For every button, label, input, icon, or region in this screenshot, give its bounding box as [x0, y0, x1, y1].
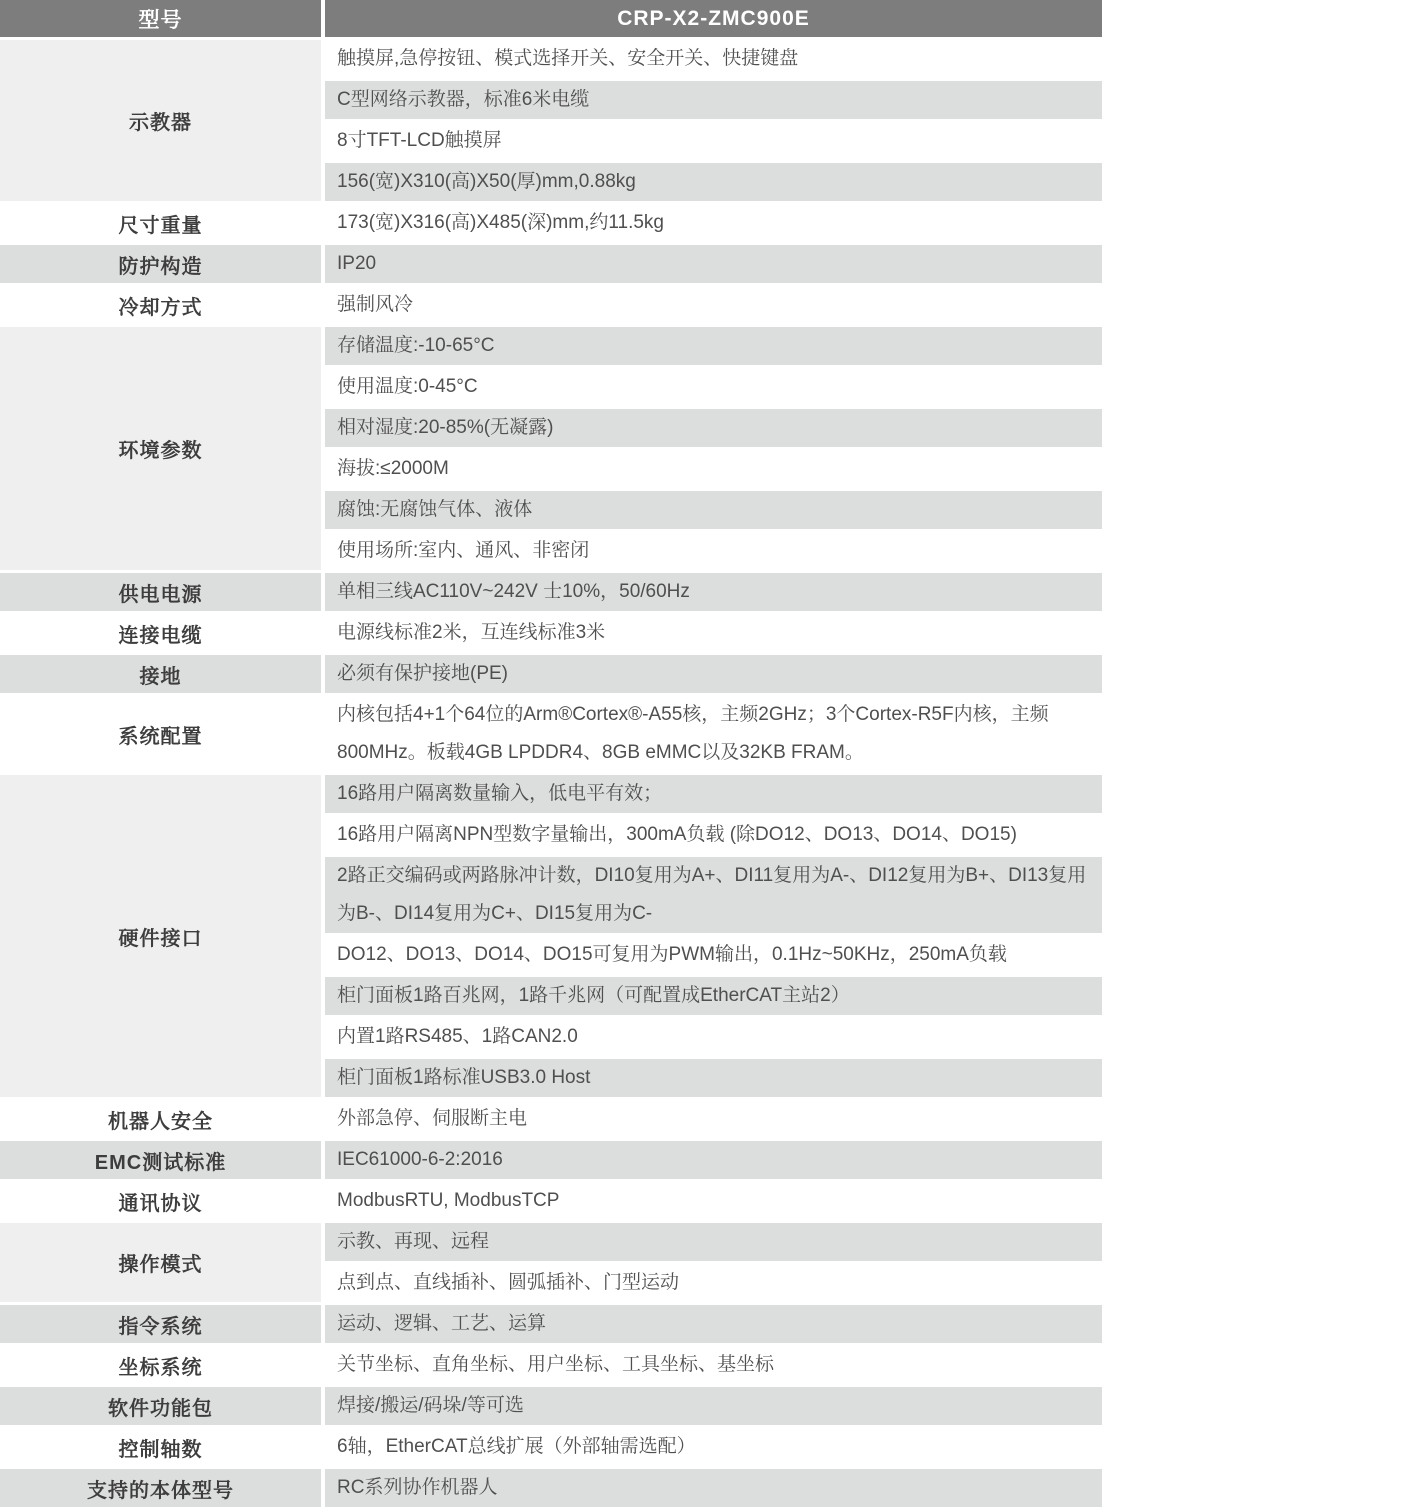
spec-label-cell: 软件功能包	[0, 1387, 321, 1425]
spec-value-text: C型网络示教器，标准6米电缆	[337, 89, 590, 110]
spec-value-cell	[325, 450, 1102, 488]
spec-group	[0, 775, 1102, 1097]
spec-group	[0, 1141, 1102, 1179]
spec-value-cell	[325, 409, 1102, 447]
spec-label-cell: 硬件接口	[0, 775, 321, 1097]
spec-value-text: DO12、DO13、DO14、DO15可复用为PWM输出，0.1Hz~50KHz，250mA负载	[337, 944, 1007, 965]
spec-value-stack	[325, 1223, 1102, 1302]
spec-value-cell	[325, 40, 1102, 78]
spec-value-text: 腐蚀:无腐蚀气体、液体	[337, 499, 533, 520]
spec-value-cell	[325, 696, 1102, 772]
spec-value-text: 柜门面板1路标准USB3.0 Host	[337, 1067, 591, 1088]
spec-value-cell	[325, 532, 1102, 570]
spec-value-cell	[325, 1264, 1102, 1302]
spec-value-cell	[325, 1346, 1102, 1384]
spec-value-stack	[325, 327, 1102, 570]
spec-value-text: 外部急停、伺服断主电	[337, 1108, 528, 1129]
spec-table-body	[0, 40, 1102, 1507]
spec-value-cell	[325, 1141, 1102, 1179]
spec-value-text: 使用温度:0-45°C	[337, 376, 478, 397]
spec-value-stack	[325, 1387, 1102, 1425]
spec-value-cell	[325, 368, 1102, 406]
spec-value-cell	[325, 122, 1102, 160]
spec-label-cell: 接地	[0, 655, 321, 693]
spec-value-text: 关节坐标、直角坐标、用户坐标、工具坐标、基坐标	[337, 1354, 775, 1375]
spec-group	[0, 245, 1102, 283]
spec-label-cell: 指令系统	[0, 1305, 321, 1343]
spec-value-cell	[325, 1469, 1102, 1507]
spec-value-text: 柜门面板1路百兆网，1路千兆网（可配置成EtherCAT主站2）	[337, 985, 850, 1006]
spec-value-stack	[325, 1305, 1102, 1343]
spec-value-text: 内核包括4+1个64位的Arm®Cortex®-A55核，主频2GHz；3个Cortex-R5F内核，主频800MHz。板载4GB LPDDR4、8GB eMMC以及32KB FRAM。	[337, 704, 1049, 763]
spec-value-stack	[325, 1428, 1102, 1466]
spec-value-stack	[325, 696, 1102, 772]
spec-group	[0, 614, 1102, 652]
spec-value-text: 触摸屏,急停按钮、模式选择开关、安全开关、快捷键盘	[337, 48, 799, 69]
spec-value-text: 6轴，EtherCAT总线扩展（外部轴需选配）	[337, 1436, 696, 1457]
spec-value-cell	[325, 81, 1102, 119]
spec-value-cell	[325, 816, 1102, 854]
spec-value-cell	[325, 1182, 1102, 1220]
spec-value-stack	[325, 286, 1102, 324]
spec-label-cell: 环境参数	[0, 327, 321, 570]
spec-group	[0, 327, 1102, 570]
spec-value-stack	[325, 614, 1102, 652]
spec-value-text: RC系列协作机器人	[337, 1477, 498, 1498]
spec-value-text: 必须有保护接地(PE)	[337, 663, 509, 684]
spec-value-text: 2路正交编码或两路脉冲计数，DI10复用为A+、DI11复用为A-、DI12复用为B+、DI13复用为B-、DI14复用为C+、DI15复用为C-	[337, 865, 1087, 924]
spec-value-cell	[325, 1059, 1102, 1097]
spec-value-stack	[325, 1346, 1102, 1384]
spec-label-cell: 尺寸重量	[0, 204, 321, 242]
spec-label-cell: 供电电源	[0, 573, 321, 611]
spec-value-cell	[325, 775, 1102, 813]
spec-label-cell: 操作模式	[0, 1223, 321, 1302]
spec-value-cell	[325, 1100, 1102, 1138]
spec-value-text: IEC61000-6-2:2016	[337, 1149, 503, 1170]
spec-value-cell	[325, 491, 1102, 529]
spec-label-cell: 支持的本体型号	[0, 1469, 321, 1507]
spec-value-cell	[325, 857, 1102, 933]
spec-value-text: 强制风冷	[337, 294, 414, 315]
spec-value-text: 156(宽)X310(高)X50(厚)mm,0.88kg	[337, 171, 636, 192]
spec-group	[0, 696, 1102, 772]
spec-group	[0, 1469, 1102, 1507]
spec-group	[0, 573, 1102, 611]
spec-group	[0, 204, 1102, 242]
spec-group	[0, 1223, 1102, 1302]
spec-value-text: 单相三线AC110V~242V 士10%，50/60Hz	[337, 581, 690, 602]
spec-value-cell	[325, 163, 1102, 201]
spec-value-cell	[325, 1018, 1102, 1056]
spec-value-text: 海拔:≤2000M	[337, 458, 449, 479]
spec-value-cell	[325, 286, 1102, 324]
spec-label-cell: 机器人安全	[0, 1100, 321, 1138]
spec-value-text: 点到点、直线插补、圆弧插补、门型运动	[337, 1272, 680, 1293]
spec-value-cell	[325, 1223, 1102, 1261]
spec-value-text: 焊接/搬运/码垛/等可选	[337, 1395, 524, 1416]
spec-label-cell: 示教器	[0, 40, 321, 201]
spec-value-text: 存储温度:-10-65°C	[337, 335, 495, 356]
spec-value-text: 运动、逻辑、工艺、运算	[337, 1313, 547, 1334]
spec-value-stack	[325, 1182, 1102, 1220]
spec-value-stack	[325, 204, 1102, 242]
spec-value-stack	[325, 573, 1102, 611]
spec-label-cell: 系统配置	[0, 696, 321, 772]
spec-value-cell	[325, 1305, 1102, 1343]
spec-value-cell	[325, 936, 1102, 974]
spec-value-stack	[325, 245, 1102, 283]
spec-label-cell: 通讯协议	[0, 1182, 321, 1220]
spec-value-cell	[325, 245, 1102, 283]
model-number: CRP-X2-ZMC900E	[325, 0, 1102, 37]
spec-value-cell	[325, 204, 1102, 242]
spec-group	[0, 1346, 1102, 1384]
spec-value-text: 使用场所:室内、通风、非密闭	[337, 540, 590, 561]
spec-label-cell: 防护构造	[0, 245, 321, 283]
spec-value-text: IP20	[337, 253, 377, 274]
spec-group	[0, 286, 1102, 324]
spec-value-stack	[325, 775, 1102, 1097]
spec-group	[0, 1387, 1102, 1425]
spec-value-cell	[325, 655, 1102, 693]
spec-label-cell: 控制轴数	[0, 1428, 321, 1466]
spec-value-text: ModbusRTU, ModbusTCP	[337, 1190, 560, 1211]
spec-value-stack	[325, 655, 1102, 693]
spec-value-cell	[325, 614, 1102, 652]
spec-value-stack	[325, 1100, 1102, 1138]
spec-value-text: 173(宽)X316(高)X485(深)mm,约11.5kg	[337, 212, 664, 233]
spec-value-text: 示教、再现、远程	[337, 1231, 490, 1252]
model-header-label: 型号	[0, 0, 321, 37]
spec-group	[0, 1182, 1102, 1220]
spec-label-cell: 冷却方式	[0, 286, 321, 324]
spec-value-text: 8寸TFT-LCD触摸屏	[337, 130, 502, 151]
spec-value-text: 16路用户隔离数量输入，低电平有效；	[337, 783, 663, 804]
spec-label-cell: EMC测试标准	[0, 1141, 321, 1179]
spec-group	[0, 655, 1102, 693]
spec-value-text: 电源线标准2米，互连线标准3米	[337, 622, 606, 643]
spec-table-header	[0, 0, 1102, 37]
spec-group	[0, 1428, 1102, 1466]
spec-group	[0, 1100, 1102, 1138]
spec-value-cell	[325, 1428, 1102, 1466]
spec-value-stack	[325, 1469, 1102, 1507]
spec-value-cell	[325, 977, 1102, 1015]
spec-value-text: 16路用户隔离NPN型数字量输出，300mA负载 (除DO12、DO13、DO14、DO15)	[337, 824, 1017, 845]
spec-value-cell	[325, 327, 1102, 365]
spec-value-cell	[325, 1387, 1102, 1425]
spec-value-text: 内置1路RS485、1路CAN2.0	[337, 1026, 578, 1047]
spec-label-cell: 连接电缆	[0, 614, 321, 652]
spec-label-cell: 坐标系统	[0, 1346, 321, 1384]
spec-value-stack	[325, 40, 1102, 201]
spec-group	[0, 1305, 1102, 1343]
spec-value-text: 相对湿度:20-85%(无凝露)	[337, 417, 554, 438]
spec-group	[0, 40, 1102, 201]
spec-value-stack	[325, 1141, 1102, 1179]
spec-value-cell	[325, 573, 1102, 611]
